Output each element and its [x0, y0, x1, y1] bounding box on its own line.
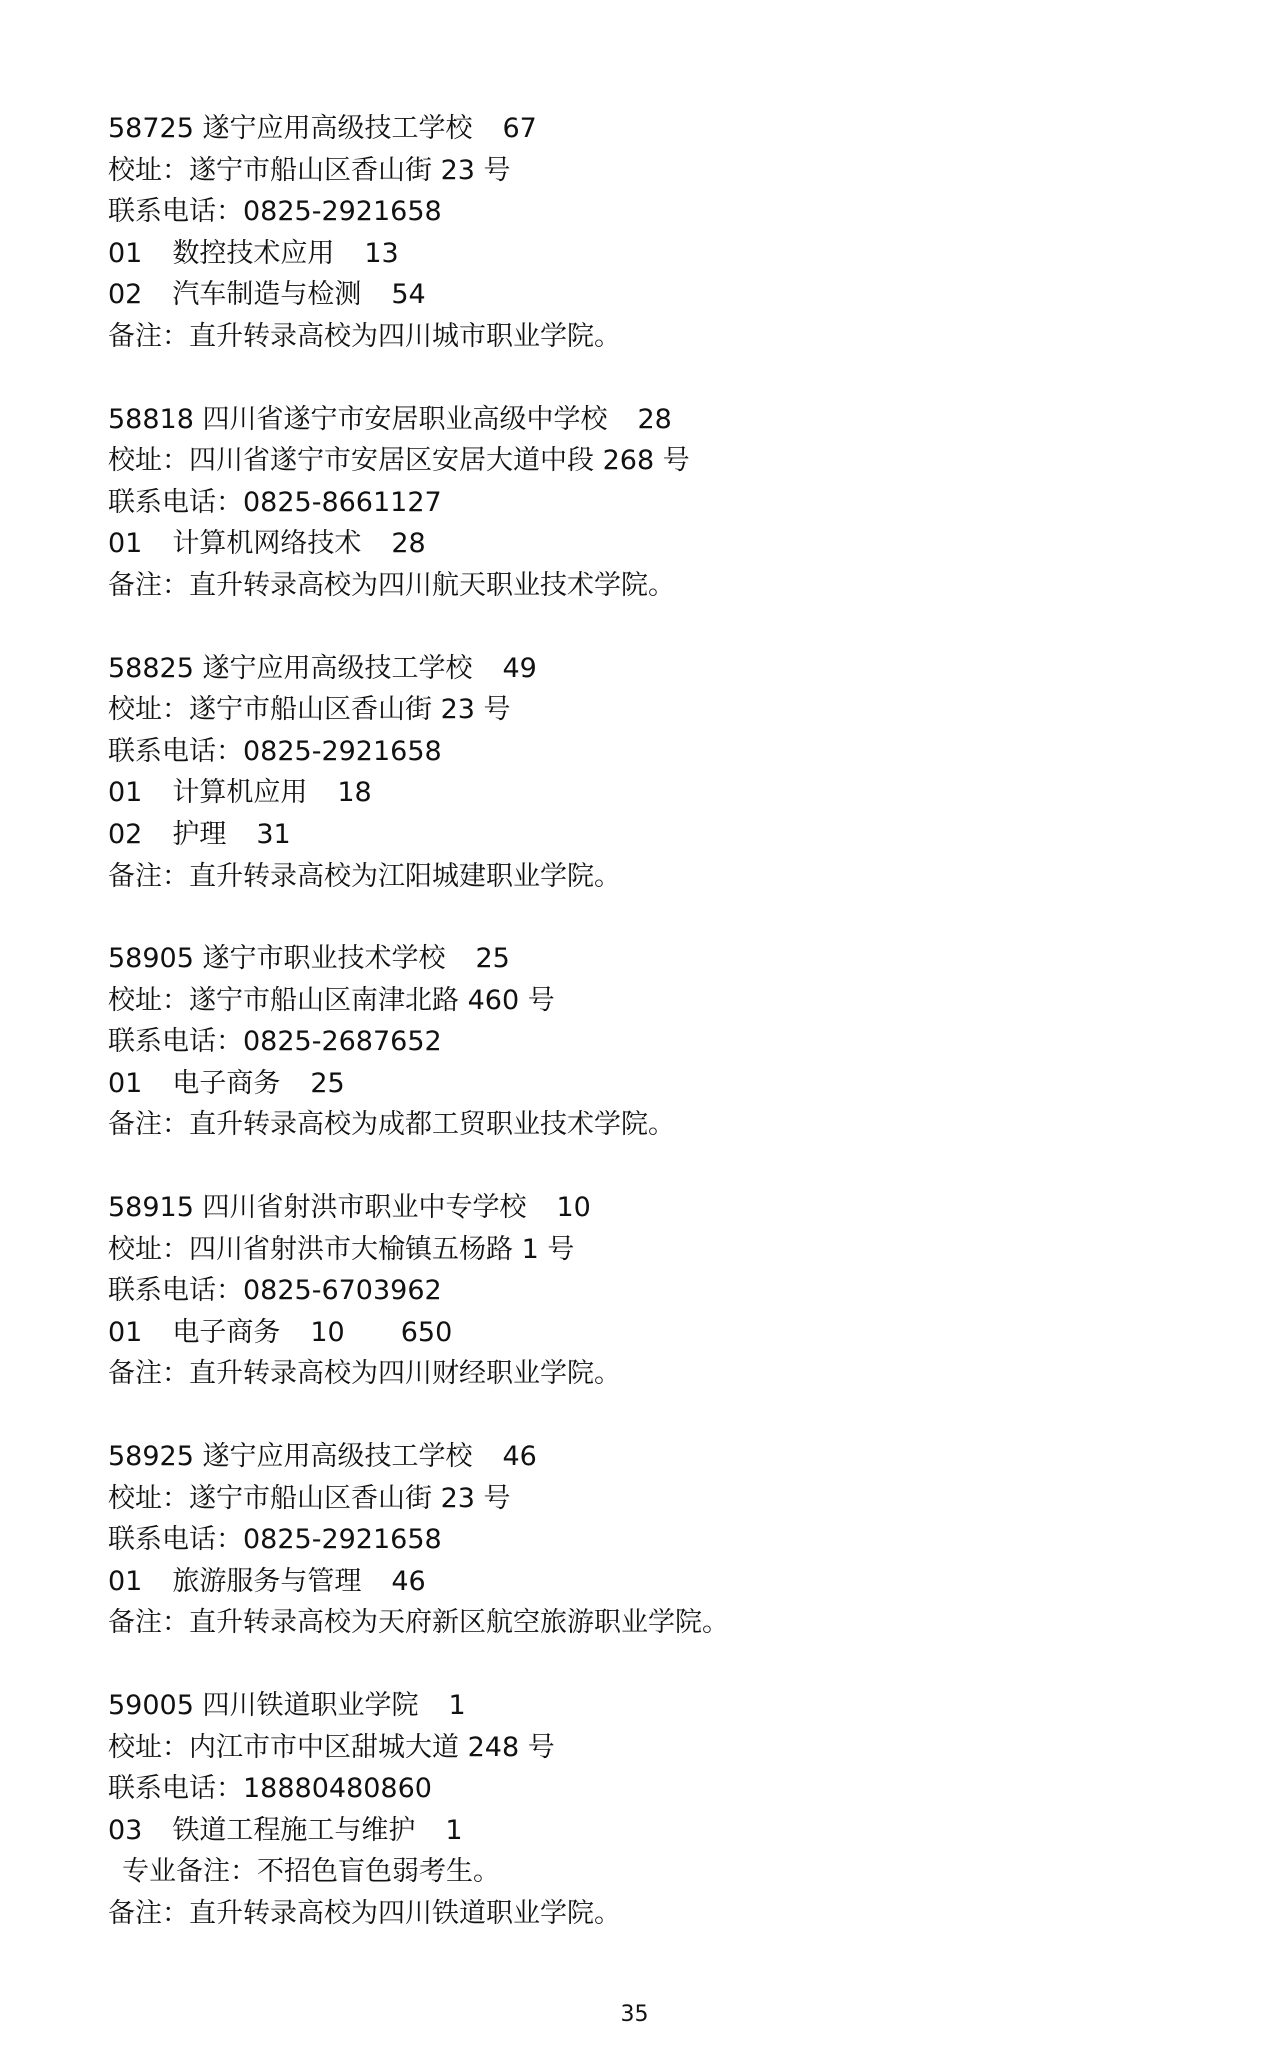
school-phone: 联系电话：18880480860	[108, 1773, 432, 1805]
major-code: 01	[108, 528, 143, 560]
major-quota: 31	[256, 818, 291, 850]
school-phone: 联系电话：0825-6703962	[108, 1275, 442, 1307]
school-code: 58905	[108, 943, 194, 975]
school-code: 58915	[108, 1192, 194, 1224]
school-quota: 49	[502, 652, 537, 684]
school-name: 遂宁应用高级技工学校	[202, 652, 473, 684]
major-name: 电子商务	[172, 1067, 281, 1099]
school-header	[108, 399, 1188, 441]
major-code: 01	[108, 237, 143, 269]
major-row	[108, 1810, 1188, 1852]
school-name: 四川省遂宁市安居职业高级中学校	[202, 403, 608, 435]
major-code: 01	[108, 777, 143, 809]
major-name: 汽车制造与检测	[172, 279, 362, 311]
school-header	[108, 648, 1188, 690]
document-body	[108, 108, 1188, 1976]
school-note: 备注：直升转录高校为四川财经职业学院。	[108, 1358, 621, 1390]
major-name: 旅游服务与管理	[172, 1565, 362, 1597]
major-name: 护理	[172, 818, 227, 850]
major-quota: 28	[391, 528, 426, 560]
page-number: 35	[620, 2002, 649, 2027]
major-code: 02	[108, 279, 143, 311]
school-entry	[108, 108, 1188, 358]
school-phone: 联系电话：0825-2921658	[108, 196, 442, 228]
major-row	[108, 1063, 1188, 1105]
major-quota: 46	[391, 1565, 426, 1597]
major-quota: 10	[310, 1316, 345, 1348]
major-row	[108, 233, 1188, 275]
school-name: 四川省射洪市职业中专学校	[202, 1192, 527, 1224]
school-header	[108, 108, 1188, 150]
major-code: 01	[108, 1565, 143, 1597]
school-address: 校址：遂宁市船山区南津北路 460 号	[108, 984, 555, 1016]
school-entry	[108, 648, 1188, 898]
school-header	[108, 1685, 1188, 1727]
major-code: 01	[108, 1067, 143, 1099]
school-code: 58825	[108, 652, 194, 684]
school-entry	[108, 1685, 1188, 1935]
school-quota: 46	[502, 1441, 537, 1473]
school-note: 备注：直升转录高校为四川铁道职业学院。	[108, 1897, 621, 1929]
school-note: 备注：直升转录高校为四川城市职业学院。	[108, 320, 621, 352]
major-row	[108, 1312, 1188, 1354]
school-address: 校址：四川省射洪市大榆镇五杨路 1 号	[108, 1233, 575, 1265]
school-name: 遂宁应用高级技工学校	[202, 113, 473, 144]
school-entry	[108, 399, 1188, 607]
major-row	[108, 274, 1188, 316]
major-quota: 18	[337, 777, 372, 809]
major-code: 01	[108, 1316, 143, 1348]
school-note: 备注：直升转录高校为天府新区航空旅游职业学院。	[108, 1607, 729, 1639]
major-fee: 650	[400, 1316, 453, 1348]
major-code: 03	[108, 1814, 143, 1846]
major-quota: 13	[364, 237, 399, 269]
school-entry	[108, 1436, 1188, 1644]
school-phone: 联系电话：0825-2921658	[108, 1524, 442, 1556]
school-name: 四川铁道职业学院	[202, 1690, 419, 1721]
major-row	[108, 523, 1188, 565]
school-header	[108, 938, 1188, 980]
school-header	[108, 1436, 1188, 1478]
major-quota: 54	[391, 279, 426, 311]
school-code: 58725	[108, 113, 194, 144]
major-name: 计算机网络技术	[172, 528, 362, 560]
major-code: 02	[108, 818, 143, 850]
school-address: 校址：四川省遂宁市安居区安居大道中段 268 号	[108, 445, 690, 477]
school-quota: 1	[448, 1690, 466, 1721]
major-name: 计算机应用	[172, 777, 308, 809]
school-quota: 67	[502, 113, 537, 144]
school-phone: 联系电话：0825-2921658	[108, 735, 442, 767]
school-note: 备注：直升转录高校为四川航天职业技术学院。	[108, 569, 675, 601]
major-note: 专业备注：不招色盲色弱考生。	[122, 1856, 500, 1888]
major-quota: 25	[310, 1067, 345, 1099]
school-entry	[108, 1187, 1188, 1395]
school-name: 遂宁应用高级技工学校	[202, 1441, 473, 1473]
major-name: 电子商务	[172, 1316, 281, 1348]
school-address: 校址：内江市市中区甜城大道 248 号	[108, 1731, 555, 1763]
major-name: 铁道工程施工与维护	[172, 1814, 416, 1846]
major-quota: 1	[445, 1814, 463, 1846]
school-note: 备注：直升转录高校为成都工贸职业技术学院。	[108, 1109, 675, 1141]
school-name: 遂宁市职业技术学校	[202, 943, 446, 975]
school-address: 校址：遂宁市船山区香山街 23 号	[108, 154, 511, 186]
school-phone: 联系电话：0825-8661127	[108, 486, 442, 518]
school-note: 备注：直升转录高校为江阳城建职业学院。	[108, 860, 621, 892]
school-code: 58818	[108, 403, 194, 435]
school-quota: 28	[637, 403, 672, 435]
school-quota: 10	[556, 1192, 591, 1224]
major-row	[108, 1561, 1188, 1603]
school-entry	[108, 938, 1188, 1146]
school-code: 58925	[108, 1441, 194, 1473]
school-phone: 联系电话：0825-2687652	[108, 1026, 442, 1058]
school-address: 校址：遂宁市船山区香山街 23 号	[108, 1482, 511, 1514]
major-row	[108, 772, 1188, 814]
school-header	[108, 1187, 1188, 1229]
major-name: 数控技术应用	[172, 237, 335, 269]
major-row	[108, 814, 1188, 856]
school-quota: 25	[475, 943, 510, 975]
school-address: 校址：遂宁市船山区香山街 23 号	[108, 694, 511, 726]
school-code: 59005	[108, 1690, 194, 1721]
